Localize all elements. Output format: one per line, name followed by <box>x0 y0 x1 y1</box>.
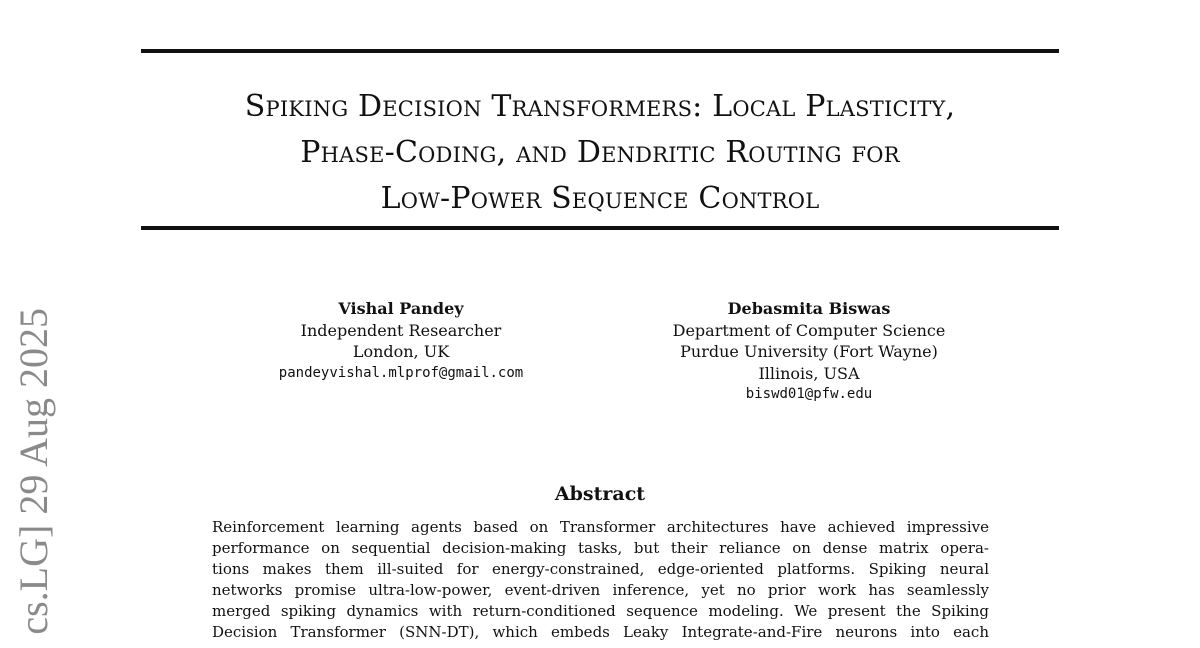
author-location: London, UK <box>352 342 450 361</box>
author-email-link[interactable]: biswd01@pfw.edu <box>745 386 873 402</box>
author-university: Purdue University (Fort Wayne) <box>680 342 938 361</box>
title-bottom-rule <box>141 226 1059 230</box>
abstract-line: tions makes them ill-suited for energy-constrained, edge-oriented platforms. Spiking neural <box>212 560 989 578</box>
author-block-biswas <box>644 298 974 406</box>
abstract-line: performance on sequential decision-making tasks, but their reliance on dense matrix opera- <box>212 539 989 557</box>
abstract-line: networks promise ultra-low-power, event-driven inference, yet no prior work has seamlessly <box>212 581 989 599</box>
author-block-pandey <box>236 298 566 384</box>
arxiv-side-stamp: cs.LG] 29 Aug 2025 <box>11 308 56 635</box>
title-line: Low-Power Sequence Control <box>380 181 820 216</box>
author-name: Vishal Pandey <box>338 299 464 318</box>
abstract-line: Reinforcement learning agents based on Transformer architectures have achieved impressive <box>212 518 989 536</box>
abstract-body <box>212 517 989 643</box>
paper-title <box>141 84 1059 222</box>
author-affiliation: Independent Researcher <box>300 320 502 340</box>
abstract-line: merged spiking dynamics with return-conditioned sequence modeling. We present the Spiking <box>212 602 989 620</box>
title-line: Spiking Decision Transformers: Local Plasticity, <box>244 89 956 124</box>
title-line: Phase-Coding, and Dendritic Routing for <box>300 135 900 170</box>
abstract-line: Decision Transformer (SNN-DT), which embeds Leaky Integrate-and-Fire neurons into each <box>212 623 989 641</box>
author-name: Debasmita Biswas <box>727 299 891 318</box>
author-email-link[interactable]: pandeyvishal.mlprof@gmail.com <box>278 364 524 381</box>
title-top-rule <box>141 49 1059 53</box>
abstract-heading: Abstract <box>554 483 646 505</box>
author-department: Department of Computer Science <box>672 320 946 340</box>
author-location: Illinois, USA <box>758 363 860 383</box>
